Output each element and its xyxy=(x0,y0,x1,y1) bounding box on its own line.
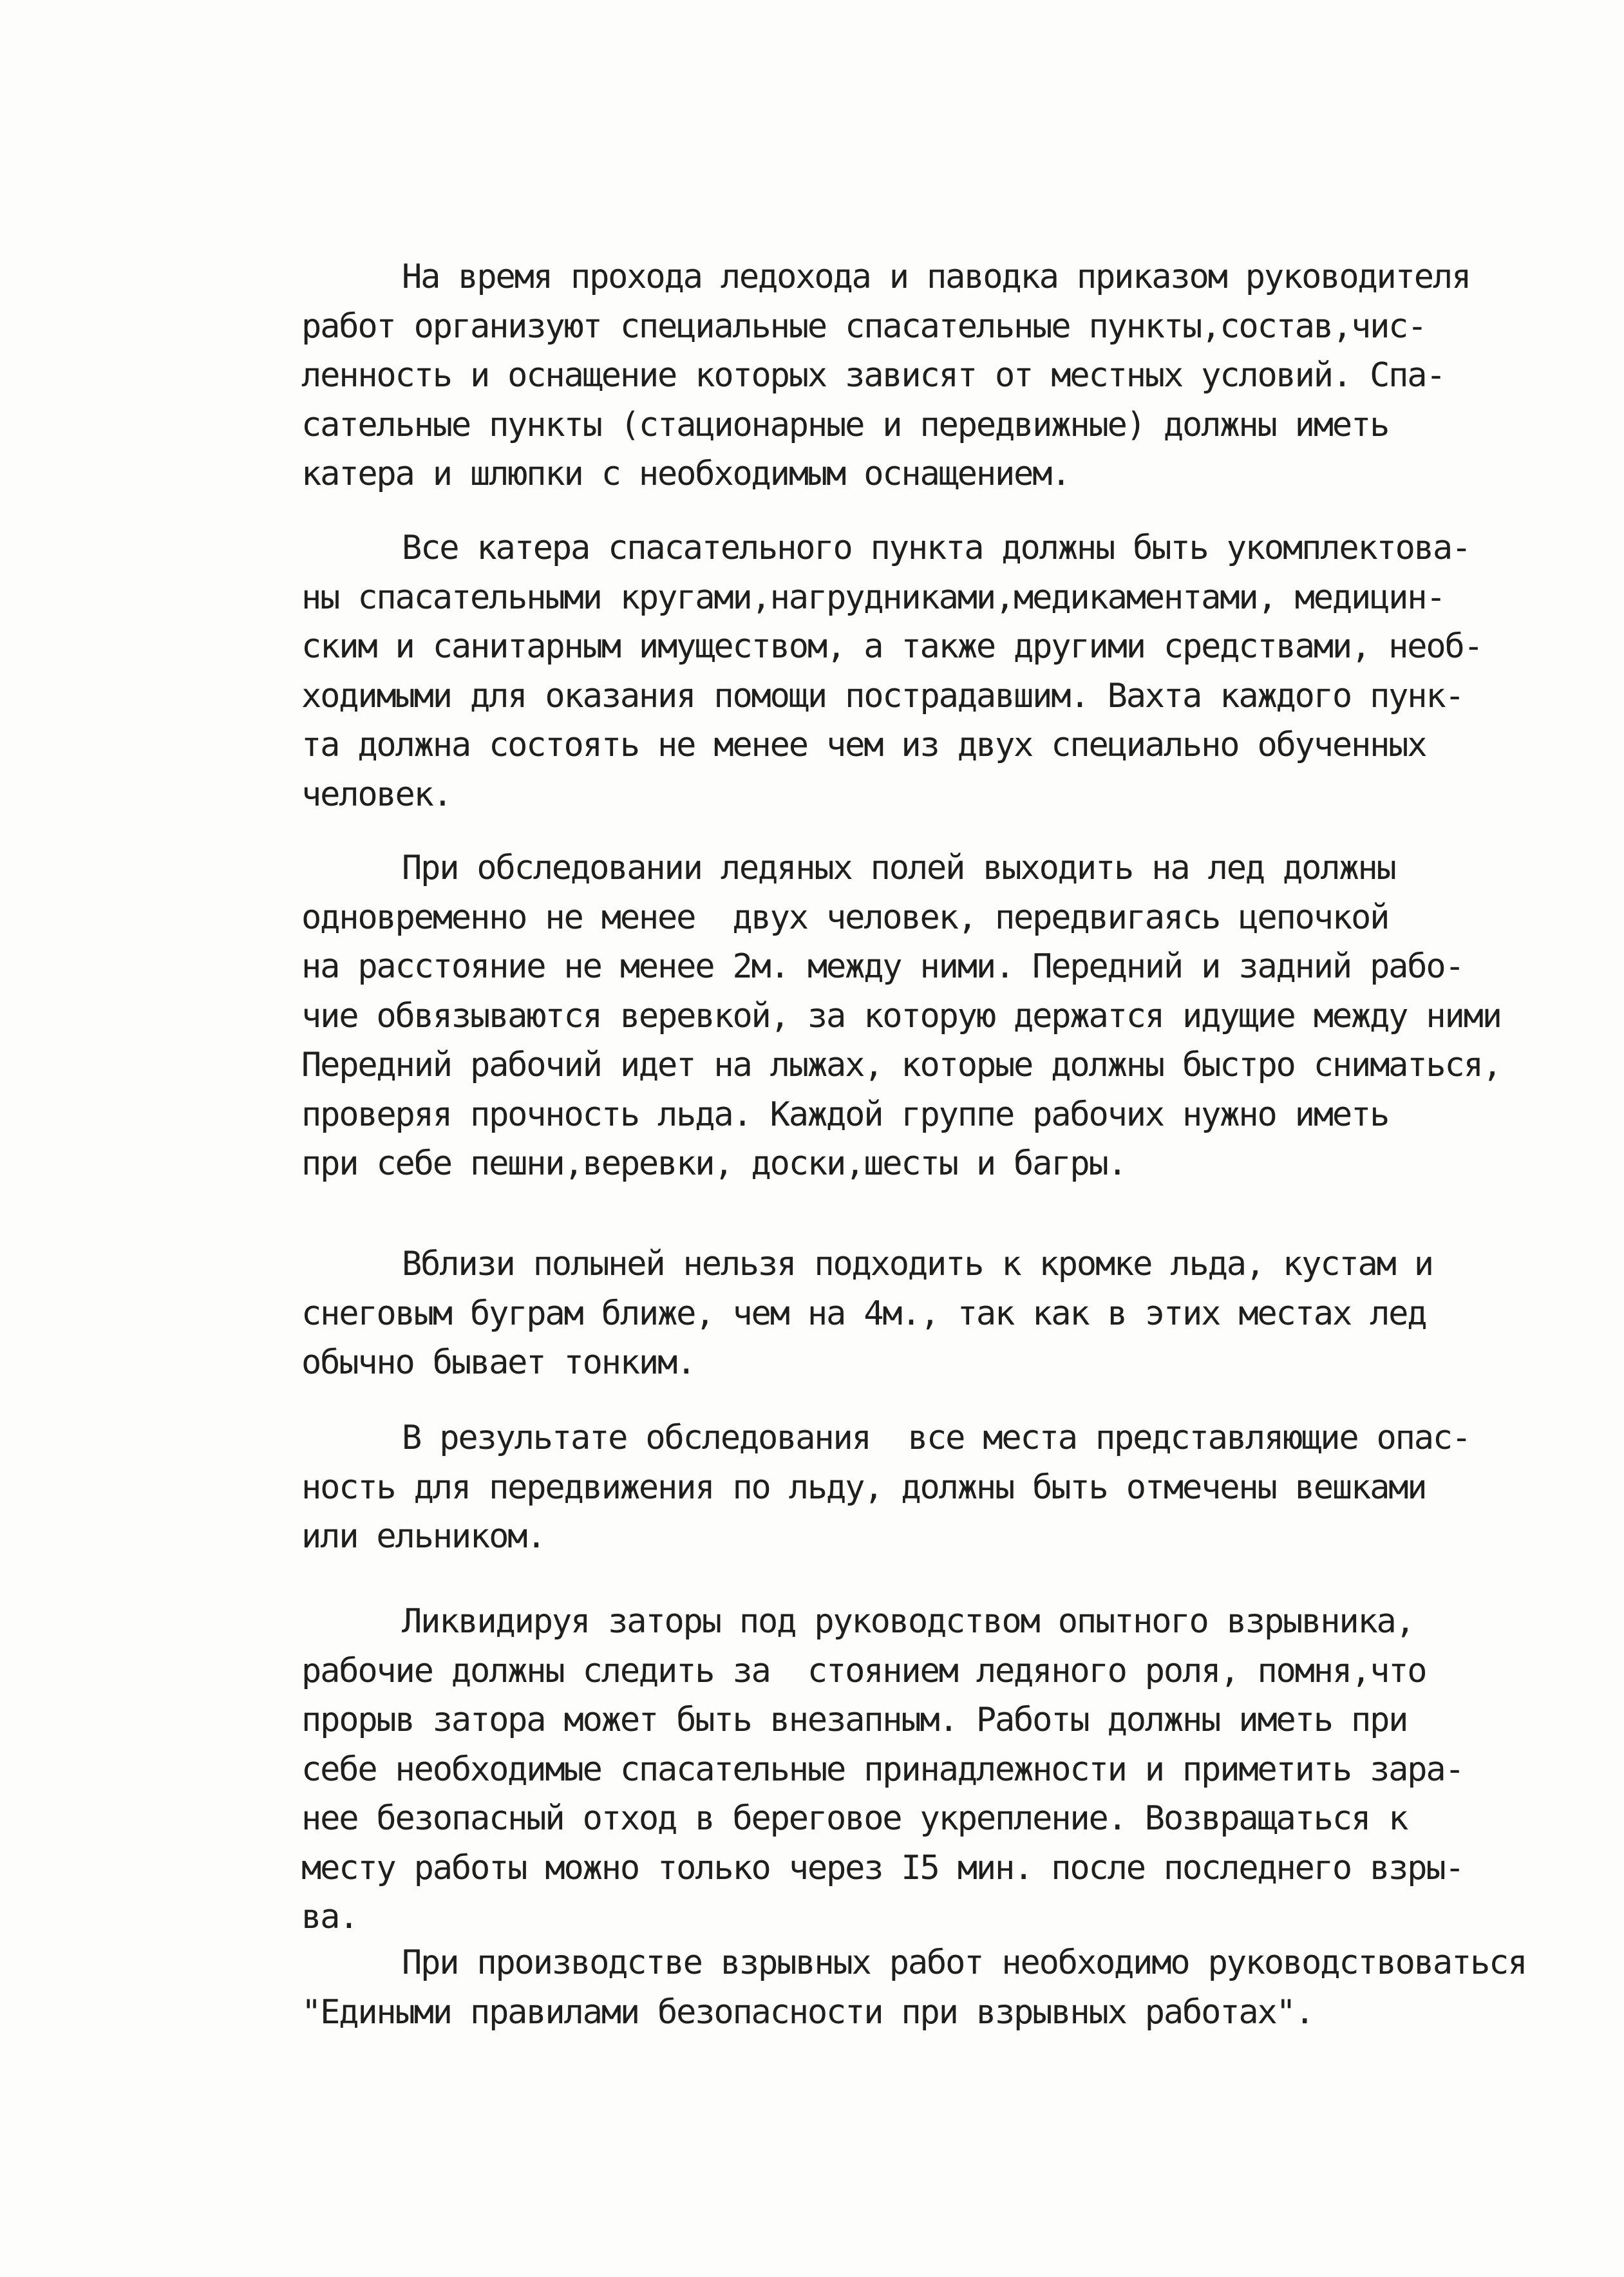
text-line: "Едиными правилами безопасности при взрывных работах". xyxy=(301,1992,1314,2032)
text-line: чие обвязываются веревкой, за которую держатся идущие между ними xyxy=(301,996,1501,1035)
paragraph-ice-jam-removal xyxy=(301,1597,1596,1942)
paragraph-boat-equipment xyxy=(301,524,1596,819)
text-line: ленность и оснащение которых зависят от местных условий. Спа- xyxy=(301,356,1445,395)
text-line: та должна состоять не менее чем из двух специально обученных xyxy=(301,726,1426,764)
text-line: Все катера спасательного пункта должны быть укомплектова- xyxy=(402,529,1471,567)
text-line: снеговым буграм ближе, чем на 4м., так как в этих местах лед xyxy=(301,1294,1426,1333)
text-line: Передний рабочий идет на лыжах, которые должны быстро сниматься, xyxy=(301,1046,1501,1084)
text-line: месту работы можно только через I5 мин. после последнего взры- xyxy=(301,1848,1464,1887)
text-line: одновременно не менее двух человек, передвигаясь цепочкой xyxy=(301,898,1389,937)
text-line: при себе пешни,веревки, доски,шесты и багры. xyxy=(301,1144,1126,1183)
text-line: обычно бывает тонким. xyxy=(301,1343,695,1382)
paragraph-rescue-stations xyxy=(301,252,1596,499)
text-line: катера и шлюпки с необходимым оснащением. xyxy=(301,455,1070,493)
text-line: В результате обследования все места представляющие опас- xyxy=(402,1419,1471,1457)
text-line: При обследовании ледяных полей выходить на лед должны xyxy=(402,849,1395,887)
text-line: ность для передвижения по льду, должны быть отмечены вешками xyxy=(301,1468,1426,1507)
text-line: проверяя прочность льда. Каждой группе рабочих нужно иметь xyxy=(301,1095,1389,1134)
text-line: сательные пункты (стационарные и передвижные) должны иметь xyxy=(301,405,1389,444)
text-line: рабочие должны следить за стоянием ледяного роля, помня,что xyxy=(301,1651,1426,1690)
text-line: ским и санитарным имуществом, а также другими средствами, необ- xyxy=(301,627,1482,666)
text-line: Вблизи полыней нельзя подходить к кромке льда, кустам и xyxy=(402,1245,1433,1283)
text-line: На время прохода ледохода и паводка приказом руководителя xyxy=(402,258,1471,296)
text-line: работ организуют специальные спасательные пункты,состав,чис- xyxy=(301,307,1426,346)
paragraph-blasting-rules xyxy=(301,1938,1596,2037)
text-line: нее безопасный отход в береговое укрепление. Возвращаться к xyxy=(301,1799,1408,1838)
text-line: себе необходимые спасательные принадлежности и приметить зара- xyxy=(301,1750,1464,1789)
text-line: При производстве взрывных работ необходимо руководствоваться xyxy=(402,1943,1527,1982)
paragraph-danger-marking xyxy=(301,1413,1596,1562)
paragraph-polynya-distance xyxy=(301,1240,1596,1388)
text-line: ходимыми для оказания помощи пострадавшим. Вахта каждого пунк- xyxy=(301,676,1464,715)
text-line: или ельником. xyxy=(301,1517,545,1556)
text-line: ны спасательными кругами,нагрудниками,медикаментами, медицин- xyxy=(301,578,1445,617)
text-line: на расстояние не менее 2м. между ними. Передний и задний рабо- xyxy=(301,947,1464,986)
paragraph-ice-field-survey xyxy=(301,844,1596,1189)
text-line: прорыв затора может быть внезапным. Работы должны иметь при xyxy=(301,1701,1408,1739)
text-line: ва. xyxy=(301,1898,358,1936)
text-line: человек. xyxy=(301,775,451,814)
text-line: Ликвидируя заторы под руководством опытного взрывника, xyxy=(402,1602,1414,1641)
